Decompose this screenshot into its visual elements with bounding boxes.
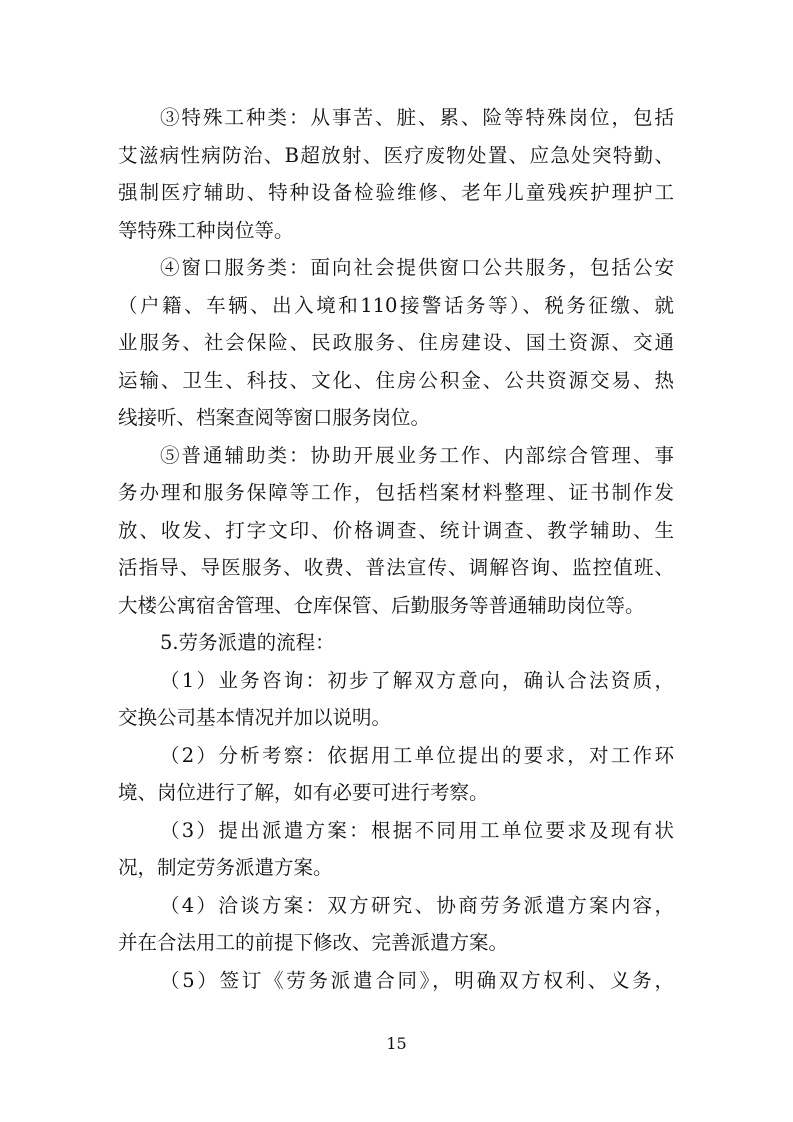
text-line: 况，制定劳务派遣方案。 [118, 856, 333, 879]
text-line: 等特殊工种岗位等。 [118, 218, 294, 242]
text-line: ③特殊工种类：从事苦、脏、累、险等特殊岗位，包括 [160, 106, 674, 129]
paragraph-step-1 [118, 662, 674, 737]
document-body [118, 99, 674, 999]
paragraph-window-service [118, 249, 674, 437]
text-line: ⑤普通辅助类：协助开展业务工作、内部综合管理、事 [160, 443, 674, 467]
text-line: 业服务、社会保险、民政服务、住房建设、国土资源、交通 [118, 331, 674, 354]
paragraph-general-assistance [118, 437, 674, 625]
text-line: 艾滋病性病防治、B超放射、医疗废物处置、应急处突特勤、 [118, 143, 674, 167]
text-line: 境、岗位进行了解，如有必要可进行考察。 [118, 781, 489, 804]
paragraph-step-3 [118, 812, 674, 887]
text-line: 放、收发、打字文印、价格调查、统计调查、教学辅助、生 [118, 518, 674, 542]
text-line: 5.劳务派遣的流程： [160, 631, 335, 654]
text-line: 线接听、档案查阅等窗口服务岗位。 [118, 406, 431, 429]
text-line: 强制医疗辅助、特种设备检验维修、老年儿童残疾护理护工 [118, 181, 674, 204]
page-number: 15 [386, 1034, 407, 1053]
section-heading-dispatch-process [118, 624, 674, 662]
text-line: 活指导、导医服务、收费、普法宣传、调解咨询、监控值班、 [118, 556, 674, 579]
paragraph-step-5 [118, 962, 674, 1000]
text-line: 并在合法用工的前提下修改、完善派遣方案。 [118, 931, 509, 954]
text-line: ④窗口服务类：面向社会提供窗口公共服务，包括公安 [160, 256, 674, 279]
text-line: （5）签订《劳务派遣合同》，明确双方权利、义务， [160, 968, 674, 992]
text-line: （1）业务咨询：初步了解双方意向，确认合法资质， [160, 668, 674, 692]
paragraph-step-2 [118, 737, 674, 812]
text-line: 交换公司基本情况并加以说明。 [118, 706, 392, 729]
text-line: 大楼公寓宿舍管理、仓库保管、后勤服务等普通辅助岗位等。 [118, 593, 645, 617]
text-line: （3）提出派遣方案：根据不同用工单位要求及现有状 [160, 818, 674, 842]
paragraph-special-work-types [118, 99, 674, 249]
text-line: （户籍、车辆、出入境和110接警话务等）、税务征缴、就 [118, 293, 674, 317]
text-line: （4）洽谈方案：双方研究、协商劳务派遣方案内容， [160, 893, 674, 917]
text-line: 运输、卫生、科技、文化、住房公积金、公共资源交易、热 [118, 368, 674, 392]
paragraph-step-4 [118, 887, 674, 962]
text-line: 务办理和服务保障等工作，包括档案材料整理、证书制作发 [118, 481, 674, 504]
text-line: （2）分析考察：依据用工单位提出的要求，对工作环 [160, 743, 674, 767]
